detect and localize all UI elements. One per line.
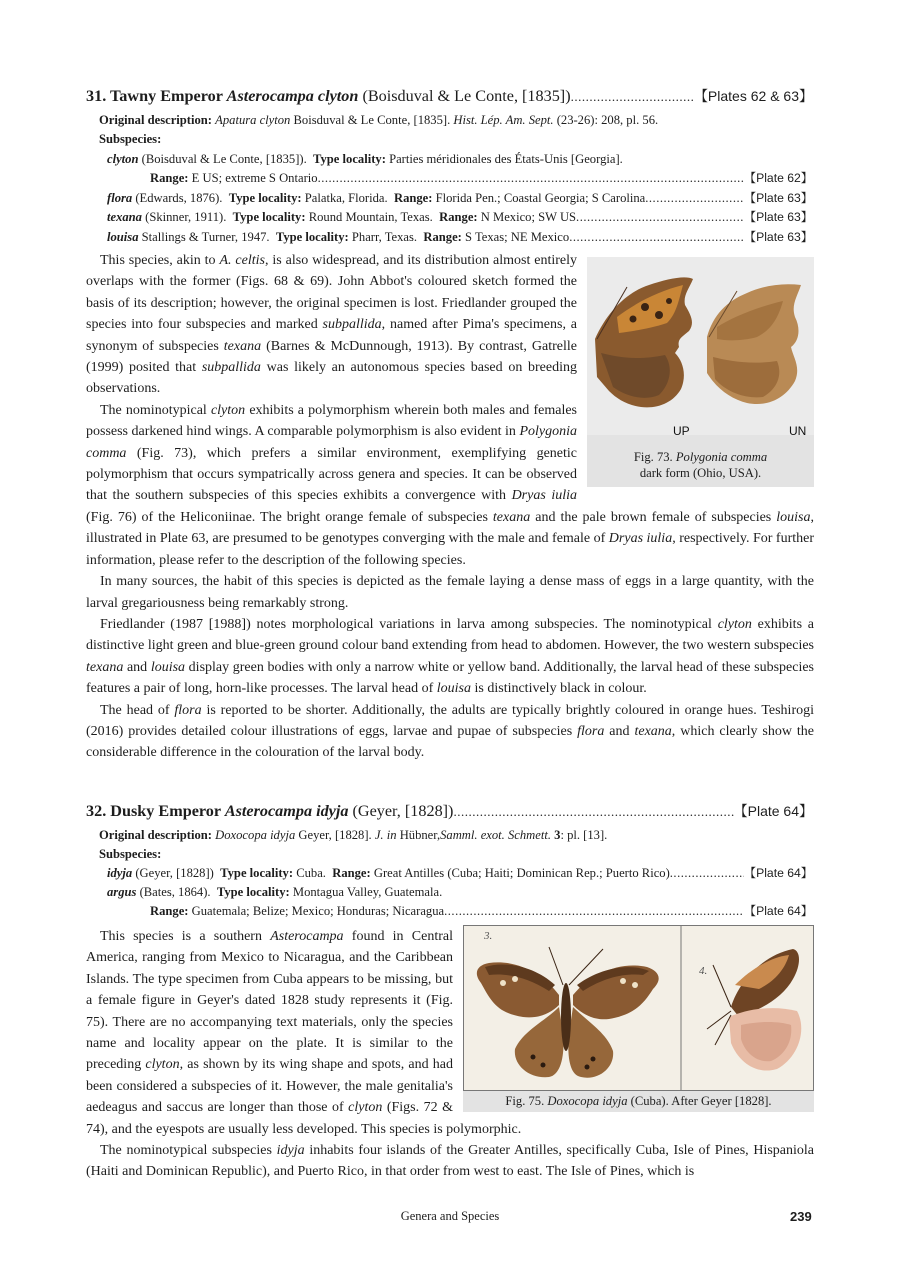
fig75-caption: Fig. 75. Doxocopa idyja (Cuba). After Geyer [1828]. — [505, 1094, 772, 1108]
fig73-caption: Fig. 73. Polygonia comma dark form (Ohio, USA). — [633, 450, 768, 480]
section-32-heading: 32. Dusky Emperor Asterocampa idyja (Geyer, [1828]) ..... 【Plate 64】 — [86, 801, 813, 821]
section-31-heading: 31. Tawny Emperor Asterocampa clyton (Boisduval & Le Conte, [1835]) ..... 【Plates 62 & 63】 — [86, 86, 813, 106]
paragraph-5: The head of flora is reported to be shorter. Additionally, the adults are typically brightly coloured in orange hues. Teshirogi (2016) provides detailed colour illustrations of eggs, larvae and pupae of subspecies flora and texana, which clearly show the considerable difference in the colouration of the larval body. — [86, 702, 814, 761]
original-description-31: Original description: Apatura clyton Boisduval & Le Conte, [1835]. Hist. Lép. Am. Sept. (23-26): 208, pl. 56. — [99, 113, 659, 127]
original-description-32: Original description: Doxocopa idyja Geyer, [1828]. J. in Hübner,Samml. exot. Schmett. 3: pl. [13]. — [99, 828, 608, 842]
figure-75 — [463, 925, 814, 1112]
body-text-31 — [86, 250, 814, 764]
subspecies-label-31: Subspecies: — [99, 132, 162, 146]
paragraph-7: The nominotypical subspecies idyja inhabits four islands of the Greater Antilles, specifically Cuba, Isle of Pines, Hispaniola (Haiti and Dominican Republic), and Puerto Rico, in that order from west to east. The Isle of Pines, which is — [86, 1143, 814, 1180]
paragraph-4: Friedlander (1987 [1988]) notes morphological variations in larva among subspecies. The nominotypical clyton exhibits a distinctive light green and blue-green ground colour band extending from head to abdomen. However, the two western subspecies texana and louisa display green bodies with only a narrow white or yellow band. Additionally, the larval head of these subspecies features a pair of long, horn-like processes. The larval head of louisa is distinctively black in colour. — [86, 616, 815, 697]
geyer-plate-illustration — [463, 925, 814, 1091]
subspecies-label-32: Subspecies: — [99, 847, 162, 861]
subspecies-argus: argus (Bates, 1864). Type locality: Montagua Valley, Guatemala. — [107, 885, 443, 899]
paragraph-6: This species is a southern Asterocampa found in Central America, ranging from Mexico to Nicaragua, and the Caribbean Islands. The type specimen from Cuba appears to be missing, but a female figure in Geyer's dated 1828 study represents it (Fig. 75). There are no accompanying text materials, only the species name and locality appear on the plate. It is similar to the preceding clyton, as shown by its wing shape and spots, and had been considered a subspecies of it. However, the male genitalia's aedeagus and saccus are longer than those of clyton (Figs. 72 & 74), and the eyespots are usually less developed. This species is polymorphic. — [86, 929, 522, 1137]
subspecies-clyton-range: Range: E US; extreme S Ontario ..... 【Plate 62】 — [150, 169, 813, 188]
page-number: 239 — [790, 1209, 812, 1224]
subspecies-argus-range: Range: Guatemala; Belize; Mexico; Honduras; Nicaragua ..... 【Plate 64】 — [150, 902, 813, 921]
running-footer: Genera and Species — [400, 1209, 500, 1223]
body-text-32 — [86, 926, 814, 1183]
paragraph-2: The nominotypical clyton exhibits a polymorphism wherein both males and females possess darkened hind wings. A comparable polymorphism is also evident in Polygonia comma (Fig. 73), which prefers a similar environment, exemplifying genetic polymorphism that occurs sympatrically across genera and species. It can be observed that the southern subspecies of this species exhibits a convergence with Dryas iulia (Fig. 76) of the Heliconiinae. The bright orange female of subspecies texana and the pale brown female of subspecies louisa, illustrated in Plate 63, are presumed to be genotypes converging with the male and female of Dryas iulia, respectively. For further information, please refer to the description of the following species. — [86, 402, 814, 568]
subspecies-clyton: clyton (Boisduval & Le Conte, [1835]). Type locality: Parties méridionales des États-Unis [Georgia]. — [107, 152, 623, 166]
paragraph-1: This species, akin to A. celtis, is also widespread, and its distribution almost entirely overlaps with the former (Figs. 68 & 69). John Abbot's coloured sketch formed the basis of its description; however, the original specimen is lost. Friedlander grouped the species into four subspecies and marked subpallida, named after Pima's specimens, a synonym of subspecies texana (Barnes & McDunnough, 1913). By contrast, Gatrelle (1999) posited that subpallida was likely an autonomous species based on breeding observations. — [86, 253, 578, 397]
fig75-number-4: 4. — [699, 965, 708, 977]
fig75-number-3: 3. — [484, 930, 493, 942]
fig73-label-up: UP — [673, 424, 690, 438]
figure-73 — [587, 257, 814, 487]
subspecies-louisa: louisa Stallings & Turner, 1947. Type locality: Pharr, Texas. Range: S Texas; NE Mexico ..... 【Plate 63】 — [107, 228, 813, 247]
polygonia-comma-photo — [587, 257, 814, 435]
fig73-label-un: UN — [789, 424, 807, 438]
subspecies-texana: texana (Skinner, 1911). Type locality: Round Mountain, Texas. Range: N Mexico; SW US ..... 【Plate 63】 — [107, 208, 813, 227]
paragraph-3: In many sources, the habit of this species is depicted as the female laying a dense mass of eggs in a large quantity, with the larval gregariousness being remarkably strong. — [86, 574, 814, 611]
subspecies-flora: flora (Edwards, 1876). Type locality: Palatka, Florida. Range: Florida Pen.; Coastal Georgia; S Carolina ..... 【Plate 63】 — [107, 189, 813, 208]
subspecies-idyja: idyja (Geyer, [1828]) Type locality: Cuba. Range: Great Antilles (Cuba; Haiti; Dominican Rep.; Puerto Rico) ..... 【Plate 64】 — [107, 864, 813, 883]
